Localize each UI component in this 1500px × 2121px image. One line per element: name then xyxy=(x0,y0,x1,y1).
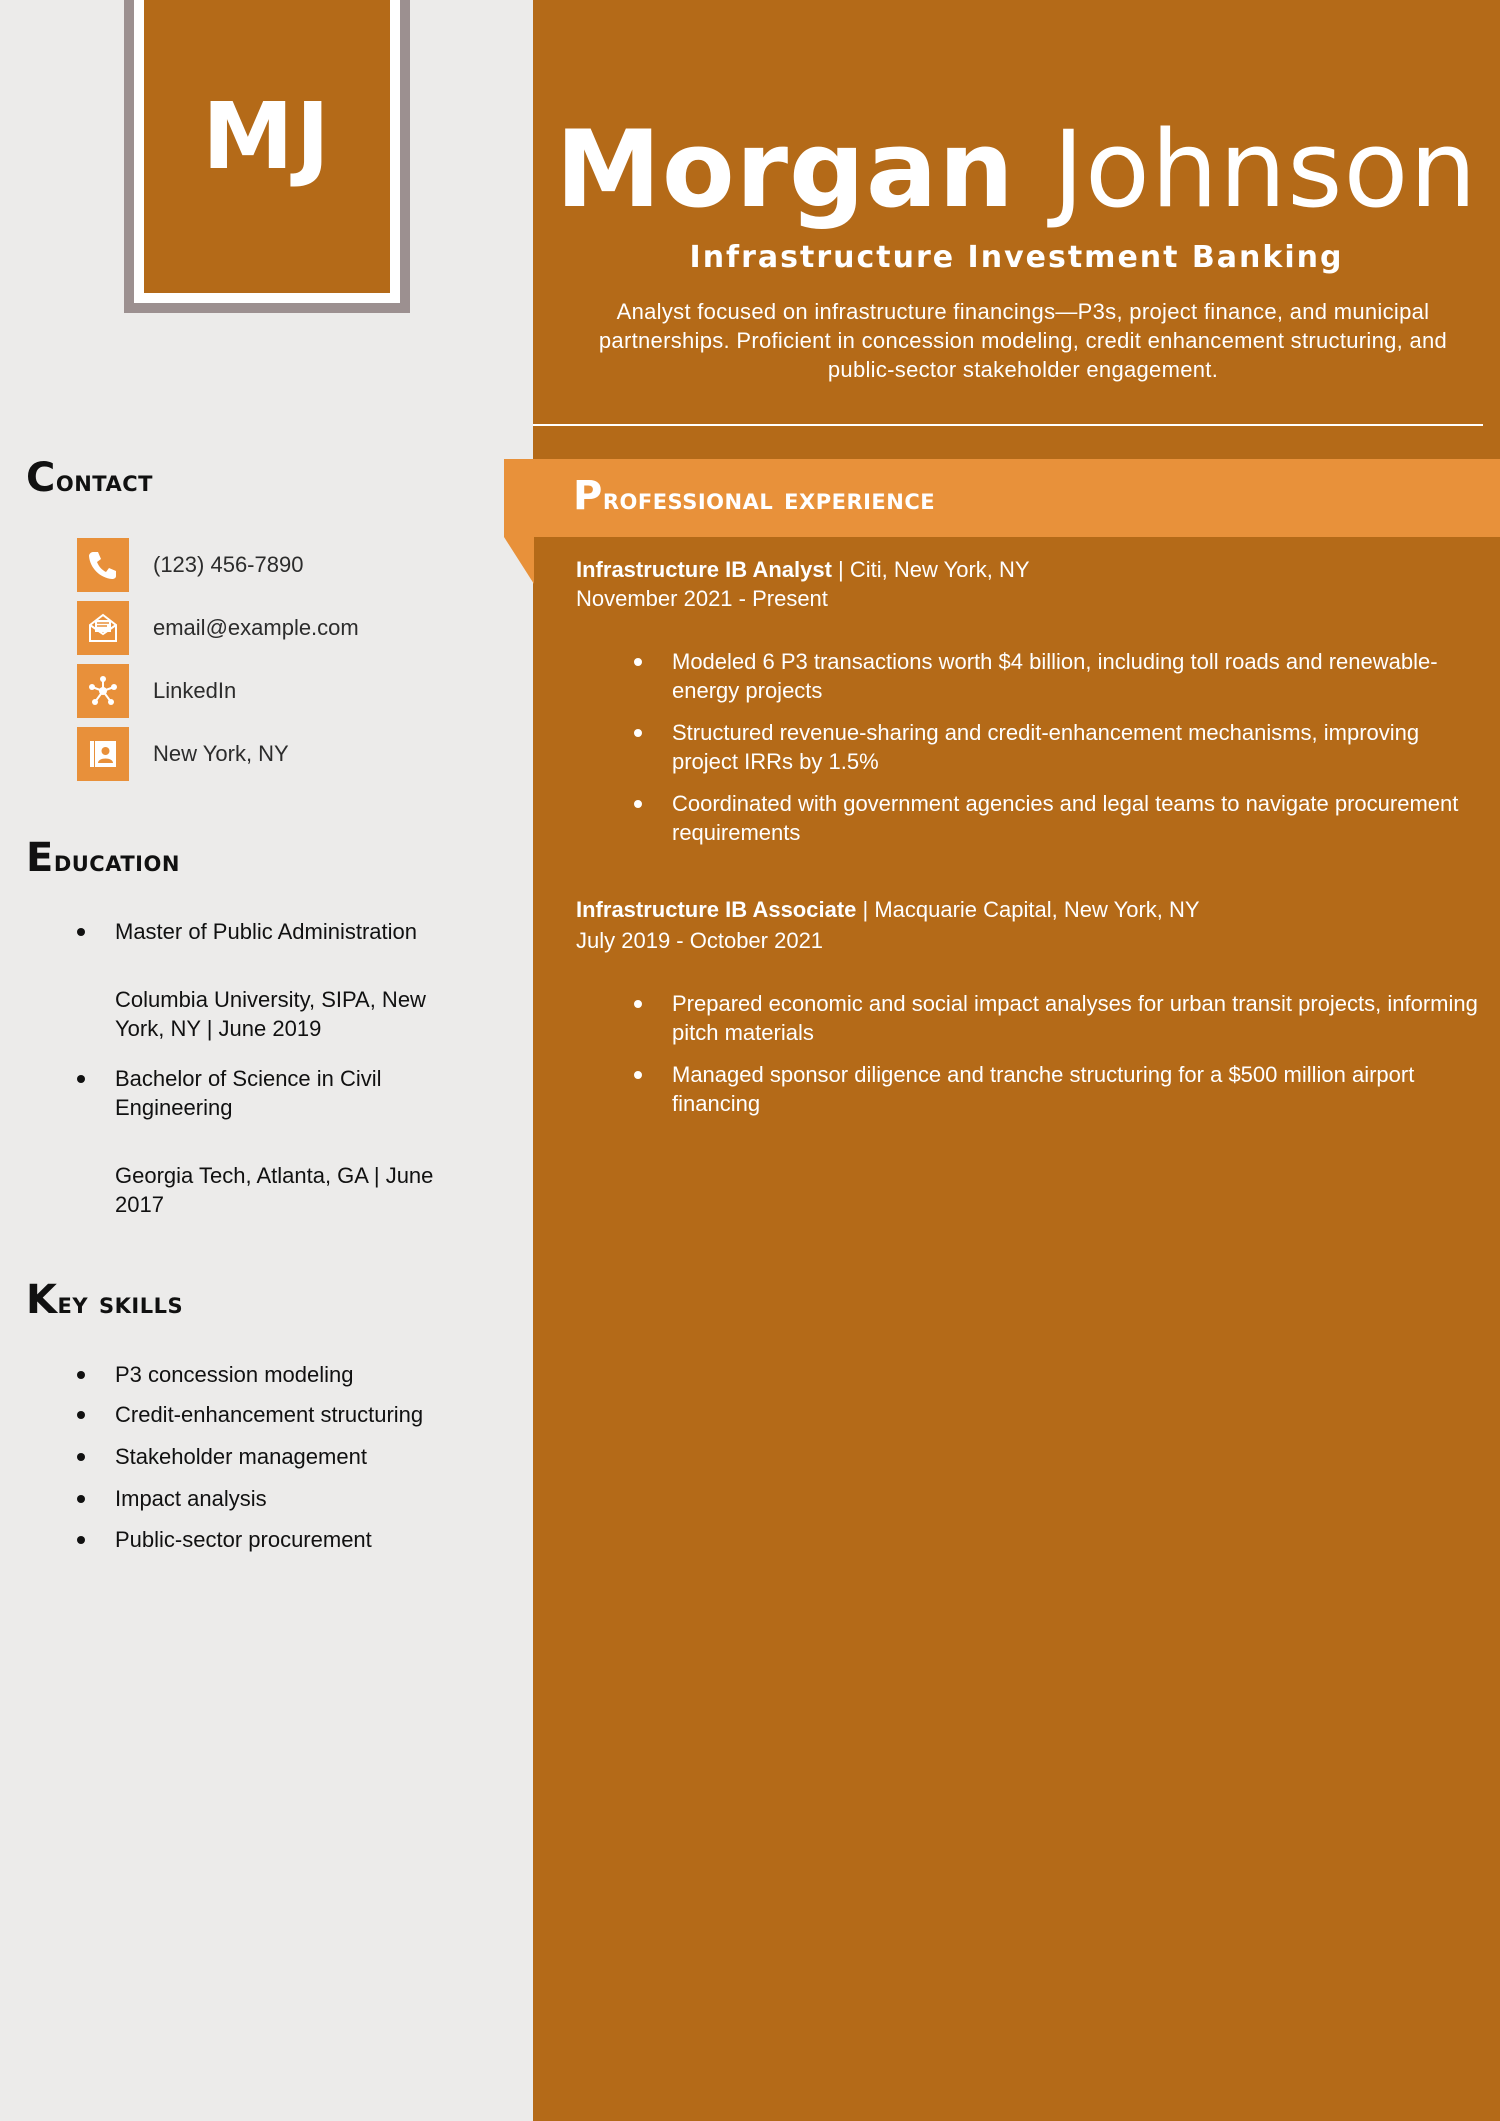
job-bullet: Modeled 6 P3 transactions worth $4 billion, including toll roads and renewable-energy projects xyxy=(634,647,1480,705)
contact-linkedin[interactable] xyxy=(77,664,236,718)
job-bullets xyxy=(634,647,1480,847)
contact-email[interactable] xyxy=(77,601,359,655)
email-icon xyxy=(77,601,129,655)
header-divider xyxy=(533,424,1483,426)
first-name: Morgan xyxy=(555,108,1015,231)
contact-phone[interactable] xyxy=(77,538,303,592)
education-list xyxy=(77,917,477,1219)
job-company: | Citi, New York, NY xyxy=(831,557,1030,582)
job-bullet: Prepared economic and social impact analyses for urban transit projects, informing pitch materials xyxy=(634,989,1480,1047)
job-title-line xyxy=(576,895,1200,925)
contact-location-text: New York, NY xyxy=(153,741,289,766)
banner-fold xyxy=(504,537,534,584)
skills-list xyxy=(77,1360,477,1554)
job-bullet: Structured revenue-sharing and credit-enhancement mechanisms, improving project IRRs by 1.5% xyxy=(634,718,1480,776)
experience-heading: Professional experience xyxy=(573,473,936,519)
education-school: Georgia Tech, Atlanta, GA | June 2017 xyxy=(115,1163,434,1217)
address-card-icon xyxy=(77,727,129,781)
job-bullets xyxy=(634,989,1480,1118)
skill-item: Impact analysis xyxy=(77,1484,477,1525)
contact-email-text: email@example.com xyxy=(153,615,359,640)
job-bullet: Coordinated with government agencies and legal teams to navigate procurement requirements xyxy=(634,789,1480,847)
job-role: Infrastructure Investment Banking xyxy=(689,240,1344,275)
job-dates: November 2021 - Present xyxy=(576,586,828,611)
skill-item: P3 concession modeling xyxy=(77,1360,477,1400)
last-name: Johnson xyxy=(1052,108,1478,231)
monogram-frame xyxy=(124,0,410,313)
phone-icon xyxy=(77,538,129,592)
network-icon xyxy=(77,664,129,718)
profile-summary: Analyst focused on infrastructure financings—P3s, project finance, and municipal partnerships. Proficient in concession modeling, credit enhancement structuring, and public-sector stakeholder engagement. xyxy=(598,299,1448,382)
education-heading: Education xyxy=(26,835,180,881)
sidebar xyxy=(0,0,533,2121)
education-degree: Master of Public Administration xyxy=(77,917,477,946)
job-bullet: Managed sponsor diligence and tranche structuring for a $500 million airport financing xyxy=(634,1060,1480,1118)
education-degree: Bachelor of Science in Civil Engineering xyxy=(77,1064,477,1122)
skill-item: Stakeholder management xyxy=(77,1442,477,1484)
contact-heading: Contact xyxy=(26,455,153,501)
job-company: | Macquarie Capital, New York, NY xyxy=(856,897,1200,922)
full-name xyxy=(533,110,1500,230)
contact-phone-text: (123) 456-7890 xyxy=(153,552,304,577)
skill-item: Credit-enhancement structuring xyxy=(77,1400,477,1442)
contact-location[interactable] xyxy=(77,727,289,781)
job-dates: July 2019 - October 2021 xyxy=(576,928,824,953)
monogram: MJ xyxy=(202,83,332,190)
job-title-line xyxy=(576,555,1030,585)
job-title: Infrastructure IB Analyst xyxy=(576,557,832,582)
skill-item: Public-sector procurement xyxy=(77,1525,477,1554)
job-title: Infrastructure IB Associate xyxy=(576,897,857,922)
contact-linkedin-text: LinkedIn xyxy=(153,678,237,703)
education-school: Columbia University, SIPA, New York, NY | June 2019 xyxy=(115,987,426,1041)
skills-heading: Key skills xyxy=(26,1277,184,1323)
